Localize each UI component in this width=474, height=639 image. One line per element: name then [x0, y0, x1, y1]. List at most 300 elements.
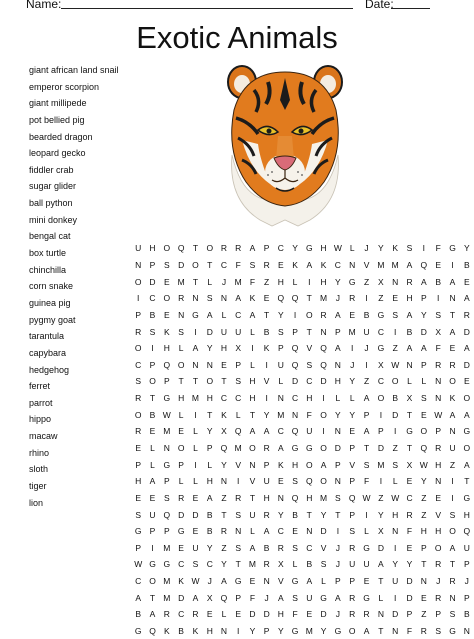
grid-letter[interactable]: J — [335, 559, 340, 570]
grid-letter[interactable]: M — [319, 293, 328, 304]
grid-letter[interactable]: D — [334, 443, 341, 453]
grid-letter[interactable]: N — [406, 359, 413, 370]
grid-letter[interactable]: I — [194, 409, 197, 420]
grid-letter[interactable]: D — [263, 609, 270, 620]
grid-letter[interactable]: Y — [292, 243, 298, 254]
grid-letter[interactable]: Q — [163, 359, 171, 370]
grid-letter[interactable]: N — [220, 476, 228, 487]
grid-letter[interactable]: Y — [406, 559, 413, 570]
grid-letter[interactable]: E — [306, 609, 313, 620]
grid-letter[interactable]: A — [420, 276, 427, 287]
name-field[interactable] — [61, 8, 353, 9]
grid-letter[interactable]: R — [449, 359, 456, 370]
grid-letter[interactable]: B — [206, 526, 213, 537]
grid-letter[interactable]: O — [149, 376, 156, 387]
grid-letter[interactable]: M — [348, 326, 356, 337]
grid-letter[interactable]: M — [234, 443, 242, 453]
grid-letter[interactable]: W — [162, 409, 171, 420]
grid-letter[interactable]: P — [363, 409, 370, 420]
grid-letter[interactable]: G — [234, 576, 242, 587]
grid-letter[interactable]: Y — [349, 376, 356, 387]
grid-letter[interactable]: S — [449, 509, 456, 520]
grid-letter[interactable]: N — [435, 376, 442, 387]
grid-letter[interactable]: G — [363, 542, 370, 553]
grid-letter[interactable]: R — [349, 592, 356, 603]
grid-letter[interactable]: U — [306, 592, 313, 603]
grid-letter[interactable]: I — [394, 542, 397, 553]
grid-letter[interactable]: U — [463, 542, 470, 553]
grid-letter[interactable]: U — [235, 326, 242, 337]
grid-letter[interactable]: H — [277, 276, 284, 287]
grid-letter[interactable]: O — [134, 343, 142, 354]
grid-letter[interactable]: R — [435, 559, 442, 570]
grid-letter[interactable]: N — [449, 592, 456, 603]
grid-letter[interactable]: P — [235, 359, 242, 370]
grid-letter[interactable]: X — [435, 326, 442, 337]
grid-letter[interactable]: T — [235, 559, 241, 570]
grid-letter[interactable]: P — [349, 476, 356, 487]
grid-letter[interactable]: Y — [378, 509, 384, 520]
grid-letter[interactable]: L — [250, 359, 255, 370]
grid-letter[interactable]: T — [207, 259, 213, 270]
grid-letter[interactable]: R — [435, 443, 442, 453]
grid-letter[interactable]: E — [463, 276, 470, 287]
grid-letter[interactable]: J — [436, 576, 441, 587]
grid-letter[interactable]: U — [449, 443, 456, 453]
grid-letter[interactable]: C — [220, 259, 228, 270]
grid-letter[interactable]: A — [335, 592, 341, 603]
grid-letter[interactable]: J — [335, 293, 340, 304]
grid-letter[interactable]: Q — [149, 626, 156, 637]
grid-letter[interactable]: Y — [221, 559, 227, 570]
grid-letter[interactable]: S — [178, 326, 184, 337]
grid-letter[interactable]: U — [149, 509, 156, 520]
grid-letter[interactable]: T — [264, 309, 270, 320]
grid-letter[interactable]: B — [178, 626, 184, 637]
grid-letter[interactable]: Z — [221, 542, 227, 553]
grid-letter[interactable]: G — [163, 459, 171, 470]
grid-letter[interactable]: M — [305, 626, 313, 637]
grid-letter[interactable]: E — [277, 476, 284, 487]
grid-letter[interactable]: V — [235, 459, 242, 470]
grid-letter[interactable]: Y — [349, 409, 356, 420]
grid-letter[interactable]: O — [320, 409, 327, 420]
grid-letter[interactable]: A — [235, 293, 242, 304]
grid-letter[interactable]: F — [249, 592, 256, 603]
grid-letter[interactable]: R — [463, 309, 470, 320]
grid-letter[interactable]: P — [463, 592, 470, 603]
grid-letter[interactable]: D — [320, 376, 327, 387]
grid-letter[interactable]: L — [193, 426, 198, 437]
grid-letter[interactable]: S — [235, 376, 242, 387]
grid-letter[interactable]: K — [292, 259, 298, 270]
grid-letter[interactable]: Y — [221, 459, 227, 470]
grid-letter[interactable]: Y — [206, 542, 213, 553]
grid-letter[interactable]: R — [277, 542, 284, 553]
grid-letter[interactable]: X — [221, 426, 227, 437]
grid-letter[interactable]: P — [335, 326, 341, 337]
grid-letter[interactable]: J — [264, 592, 269, 603]
grid-letter[interactable]: Z — [221, 492, 227, 503]
grid-letter[interactable]: M — [163, 542, 171, 553]
grid-letter[interactable]: M — [391, 259, 399, 270]
grid-letter[interactable]: I — [137, 293, 140, 304]
grid-letter[interactable]: G — [134, 526, 142, 537]
grid-letter[interactable]: N — [334, 476, 341, 487]
grid-letter[interactable]: E — [420, 592, 427, 603]
grid-letter[interactable]: I — [451, 476, 454, 487]
grid-letter[interactable]: R — [349, 609, 356, 620]
grid-letter[interactable]: I — [394, 426, 397, 437]
grid-letter[interactable]: N — [435, 476, 442, 487]
grid-letter[interactable]: A — [406, 259, 413, 270]
grid-letter[interactable]: P — [149, 359, 156, 370]
grid-letter[interactable]: E — [249, 576, 256, 587]
grid-letter[interactable]: E — [163, 276, 170, 287]
grid-letter[interactable]: L — [292, 276, 298, 287]
grid-letter[interactable]: H — [220, 343, 228, 354]
grid-letter[interactable]: G — [463, 492, 471, 503]
grid-letter[interactable]: O — [149, 576, 156, 587]
grid-letter[interactable]: U — [192, 542, 199, 553]
grid-letter[interactable]: T — [192, 243, 199, 254]
grid-letter[interactable]: I — [293, 309, 297, 320]
grid-letter[interactable]: Q — [291, 492, 299, 503]
grid-letter[interactable]: P — [163, 376, 170, 387]
grid-letter[interactable]: A — [378, 559, 384, 570]
grid-letter[interactable]: Z — [378, 293, 384, 304]
grid-letter[interactable]: B — [149, 309, 156, 320]
grid-letter[interactable]: P — [263, 459, 270, 470]
grid-letter[interactable]: T — [363, 443, 370, 453]
grid-letter[interactable]: P — [435, 609, 442, 620]
grid-letter[interactable]: Q — [220, 592, 228, 603]
grid-letter[interactable]: G — [291, 443, 299, 453]
grid-letter[interactable]: A — [263, 526, 270, 537]
grid-letter[interactable]: A — [449, 542, 456, 553]
grid-letter[interactable]: L — [207, 459, 213, 470]
grid-letter[interactable]: B — [463, 259, 470, 270]
grid-letter[interactable]: P — [335, 459, 341, 470]
grid-letter[interactable]: J — [364, 343, 369, 354]
grid-letter[interactable]: N — [220, 626, 228, 637]
grid-letter[interactable]: U — [135, 243, 142, 254]
grid-letter[interactable]: H — [206, 393, 213, 404]
grid-letter[interactable]: R — [220, 526, 228, 537]
grid-letter[interactable]: A — [463, 293, 470, 304]
grid-letter[interactable]: Z — [421, 509, 427, 520]
grid-letter[interactable]: I — [365, 359, 368, 370]
grid-letter[interactable]: B — [392, 393, 399, 404]
grid-letter[interactable]: I — [437, 293, 440, 304]
grid-letter[interactable]: L — [421, 376, 427, 387]
grid-letter[interactable]: Y — [277, 509, 284, 520]
grid-letter[interactable]: D — [178, 592, 185, 603]
grid-letter[interactable]: G — [192, 309, 199, 320]
grid-letter[interactable]: T — [449, 309, 456, 320]
grid-letter[interactable]: O — [206, 376, 214, 387]
grid-letter[interactable]: I — [394, 326, 397, 337]
grid-letter[interactable]: A — [320, 459, 327, 470]
grid-letter[interactable]: L — [250, 326, 255, 337]
grid-letter[interactable]: T — [449, 559, 456, 570]
grid-letter[interactable]: Z — [363, 276, 370, 287]
grid-letter[interactable]: D — [392, 609, 399, 620]
grid-letter[interactable]: P — [349, 576, 356, 587]
grid-letter[interactable]: S — [420, 393, 427, 404]
grid-letter[interactable]: N — [192, 359, 199, 370]
grid-letter[interactable]: B — [435, 276, 442, 287]
grid-letter[interactable]: S — [163, 492, 170, 503]
grid-letter[interactable]: S — [435, 309, 442, 320]
grid-letter[interactable]: G — [291, 626, 299, 637]
grid-letter[interactable]: E — [178, 426, 184, 437]
grid-letter[interactable]: E — [449, 343, 456, 354]
grid-letter[interactable]: C — [377, 376, 384, 387]
grid-letter[interactable]: L — [193, 443, 198, 453]
grid-letter[interactable]: Q — [291, 293, 299, 304]
grid-letter[interactable]: A — [263, 426, 270, 437]
grid-letter[interactable]: E — [149, 426, 156, 437]
grid-letter[interactable]: T — [406, 443, 413, 453]
grid-letter[interactable]: K — [192, 626, 199, 637]
grid-letter[interactable]: O — [449, 376, 456, 387]
grid-letter[interactable]: O — [463, 393, 471, 404]
grid-letter[interactable]: Z — [363, 376, 370, 387]
grid-letter[interactable]: E — [163, 309, 170, 320]
grid-letter[interactable]: S — [149, 326, 156, 337]
grid-letter[interactable]: A — [363, 626, 370, 637]
grid-letter[interactable]: P — [349, 509, 356, 520]
grid-letter[interactable]: B — [363, 309, 370, 320]
grid-letter[interactable]: B — [135, 609, 142, 620]
grid-letter[interactable]: G — [406, 426, 413, 437]
grid-letter[interactable]: S — [292, 542, 298, 553]
grid-letter[interactable]: X — [378, 526, 384, 537]
grid-letter[interactable]: R — [435, 592, 442, 603]
grid-letter[interactable]: V — [363, 259, 370, 270]
grid-letter[interactable]: O — [391, 376, 399, 387]
grid-letter[interactable]: Q — [420, 259, 428, 270]
grid-letter[interactable]: T — [192, 276, 199, 287]
grid-letter[interactable]: L — [221, 309, 227, 320]
grid-letter[interactable]: E — [263, 293, 270, 304]
grid-letter[interactable]: D — [377, 542, 384, 553]
grid-letter[interactable]: A — [463, 409, 470, 420]
grid-letter[interactable]: H — [420, 526, 427, 537]
grid-letter[interactable]: I — [322, 426, 325, 437]
grid-letter[interactable]: Y — [320, 509, 327, 520]
grid-letter[interactable]: I — [251, 343, 254, 354]
grid-letter[interactable]: X — [206, 592, 213, 603]
grid-letter[interactable]: I — [351, 343, 354, 354]
grid-letter[interactable]: P — [235, 592, 242, 603]
grid-letter[interactable]: W — [419, 459, 428, 470]
grid-letter[interactable]: H — [435, 526, 442, 537]
grid-letter[interactable]: Q — [320, 359, 327, 370]
grid-letter[interactable]: P — [420, 359, 427, 370]
grid-letter[interactable]: I — [194, 326, 197, 337]
grid-letter[interactable]: O — [377, 393, 385, 404]
grid-letter[interactable]: F — [406, 526, 413, 537]
grid-letter[interactable]: R — [178, 293, 185, 304]
grid-letter[interactable]: C — [149, 293, 156, 304]
grid-letter[interactable]: X — [277, 559, 284, 570]
grid-letter[interactable]: Y — [206, 426, 213, 437]
grid-letter[interactable]: T — [249, 409, 256, 420]
grid-letter[interactable]: R — [263, 259, 270, 270]
grid-letter[interactable]: D — [392, 409, 399, 420]
grid-letter[interactable]: S — [449, 609, 456, 620]
grid-letter[interactable]: N — [178, 309, 185, 320]
grid-letter[interactable]: J — [335, 542, 340, 553]
grid-letter[interactable]: T — [378, 626, 384, 637]
grid-letter[interactable]: Q — [163, 509, 171, 520]
grid-letter[interactable]: P — [406, 609, 413, 620]
grid-letter[interactable]: S — [392, 309, 399, 320]
grid-letter[interactable]: I — [194, 459, 197, 470]
grid-letter[interactable]: M — [163, 426, 171, 437]
grid-letter[interactable]: H — [163, 343, 170, 354]
grid-letter[interactable]: L — [292, 559, 298, 570]
grid-letter[interactable]: V — [349, 459, 356, 470]
grid-letter[interactable]: R — [235, 492, 242, 503]
grid-letter[interactable]: T — [149, 592, 156, 603]
grid-letter[interactable]: T — [406, 409, 413, 420]
grid-letter[interactable]: A — [249, 243, 256, 254]
grid-letter[interactable]: F — [435, 243, 441, 254]
grid-letter[interactable]: L — [150, 459, 155, 470]
grid-letter[interactable]: G — [348, 276, 356, 287]
grid-letter[interactable]: O — [177, 359, 185, 370]
grid-letter[interactable]: I — [151, 542, 154, 553]
grid-letter[interactable]: Q — [305, 476, 313, 487]
grid-letter[interactable]: W — [391, 359, 400, 370]
grid-letter[interactable]: B — [149, 409, 156, 420]
grid-letter[interactable]: L — [178, 409, 184, 420]
grid-letter[interactable]: P — [135, 459, 142, 470]
grid-letter[interactable]: X — [378, 276, 384, 287]
grid-letter[interactable]: A — [149, 609, 156, 620]
grid-letter[interactable]: A — [249, 542, 256, 553]
grid-letter[interactable]: G — [320, 592, 327, 603]
grid-letter[interactable]: E — [435, 492, 442, 503]
grid-letter[interactable]: R — [192, 609, 199, 620]
grid-letter[interactable]: S — [335, 492, 341, 503]
grid-letter[interactable]: G — [177, 526, 185, 537]
grid-letter[interactable]: M — [377, 259, 385, 270]
grid-letter[interactable]: R — [363, 609, 370, 620]
grid-letter[interactable]: R — [320, 309, 327, 320]
grid-letter[interactable]: T — [378, 576, 384, 587]
grid-letter[interactable]: Y — [335, 276, 341, 287]
grid-letter[interactable]: H — [206, 626, 213, 637]
grid-letter[interactable]: W — [134, 559, 143, 570]
grid-letter[interactable]: R — [420, 626, 427, 637]
grid-letter[interactable]: R — [135, 426, 142, 437]
grid-letter[interactable]: T — [221, 509, 227, 520]
grid-letter[interactable]: F — [363, 476, 370, 487]
grid-letter[interactable]: E — [235, 609, 242, 620]
grid-letter[interactable]: J — [221, 276, 227, 287]
grid-letter[interactable]: S — [135, 509, 142, 520]
grid-letter[interactable]: S — [192, 559, 199, 570]
grid-letter[interactable]: G — [334, 626, 342, 637]
grid-letter[interactable]: M — [191, 393, 200, 404]
grid-letter[interactable]: V — [249, 476, 256, 487]
grid-letter[interactable]: O — [348, 626, 356, 637]
grid-letter[interactable]: P — [263, 243, 270, 254]
grid-letter[interactable]: K — [221, 409, 227, 420]
grid-letter[interactable]: A — [249, 426, 256, 437]
grid-letter[interactable]: S — [249, 259, 256, 270]
grid-letter[interactable]: D — [206, 326, 213, 337]
grid-letter[interactable]: F — [235, 259, 241, 270]
grid-letter[interactable]: P — [420, 293, 427, 304]
grid-letter[interactable]: R — [135, 326, 142, 337]
grid-letter[interactable]: C — [220, 393, 228, 404]
grid-letter[interactable]: P — [335, 576, 341, 587]
grid-letter[interactable]: M — [177, 276, 185, 287]
grid-letter[interactable]: C — [235, 393, 242, 404]
grid-letter[interactable]: Y — [277, 626, 284, 637]
grid-letter[interactable]: E — [363, 576, 370, 587]
grid-letter[interactable]: T — [306, 293, 312, 304]
grid-letter[interactable]: P — [163, 526, 170, 537]
grid-letter[interactable]: H — [320, 243, 327, 254]
grid-letter[interactable]: C — [291, 393, 299, 404]
grid-letter[interactable]: N — [291, 409, 299, 420]
grid-letter[interactable]: S — [277, 326, 284, 337]
grid-letter[interactable]: O — [177, 443, 185, 453]
grid-letter[interactable]: S — [392, 459, 399, 470]
grid-letter[interactable]: B — [406, 326, 413, 337]
grid-letter[interactable]: O — [192, 259, 199, 270]
grid-letter[interactable]: N — [235, 526, 242, 537]
grid-letter[interactable]: I — [308, 276, 311, 287]
grid-letter[interactable]: L — [221, 609, 227, 620]
grid-letter[interactable]: O — [434, 542, 442, 553]
grid-letter[interactable]: S — [306, 359, 313, 370]
grid-letter[interactable]: C — [334, 259, 341, 270]
grid-letter[interactable]: G — [305, 443, 313, 453]
grid-letter[interactable]: I — [365, 293, 368, 304]
grid-letter[interactable]: G — [149, 559, 156, 570]
grid-letter[interactable]: M — [277, 409, 285, 420]
grid-letter[interactable]: Q — [291, 343, 299, 354]
grid-letter[interactable]: O — [463, 443, 471, 453]
grid-letter[interactable]: U — [392, 576, 399, 587]
grid-letter[interactable]: O — [305, 309, 313, 320]
grid-letter[interactable]: L — [235, 409, 241, 420]
grid-letter[interactable]: N — [349, 259, 356, 270]
grid-letter[interactable]: I — [236, 476, 240, 487]
grid-letter[interactable]: H — [249, 376, 256, 387]
grid-letter[interactable]: N — [220, 293, 228, 304]
grid-letter[interactable]: G — [291, 576, 299, 587]
grid-letter[interactable]: C — [306, 542, 313, 553]
grid-letter[interactable]: P — [420, 542, 427, 553]
grid-letter[interactable]: B — [263, 542, 270, 553]
grid-letter[interactable]: H — [334, 376, 341, 387]
grid-letter[interactable]: H — [406, 293, 413, 304]
grid-letter[interactable]: K — [277, 459, 284, 470]
grid-letter[interactable]: O — [449, 526, 456, 537]
grid-letter[interactable]: Y — [263, 409, 270, 420]
grid-letter[interactable]: I — [336, 526, 340, 537]
grid-letter[interactable]: Q — [291, 426, 299, 437]
grid-letter[interactable]: H — [178, 393, 185, 404]
